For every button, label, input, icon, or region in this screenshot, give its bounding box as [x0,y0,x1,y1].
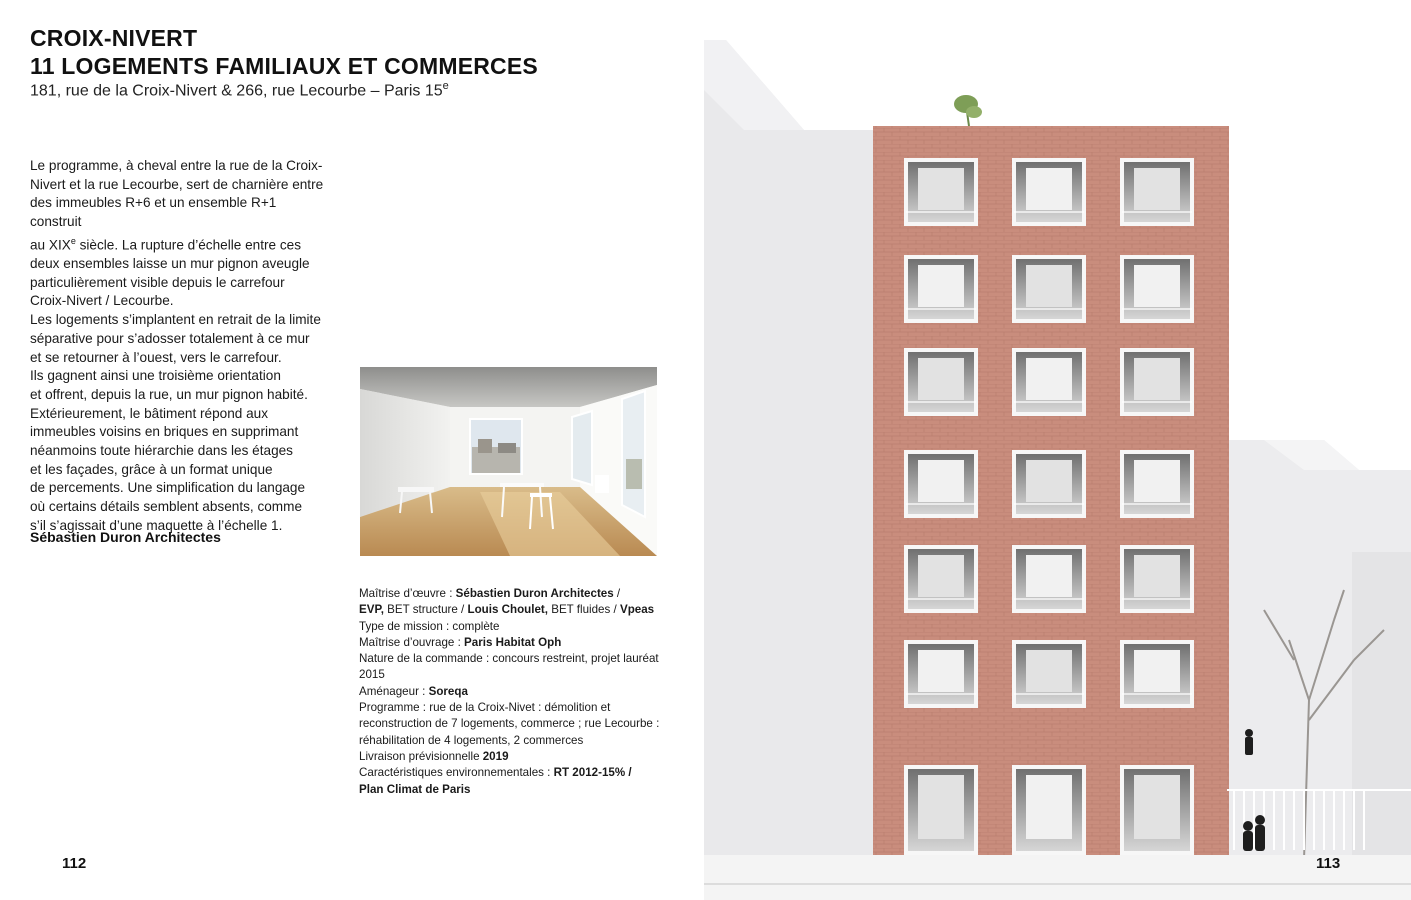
window-back-wall [1026,650,1072,692]
title-line-2: 11 LOGEMENTS FAMILIAUX ET COMMERCES [30,53,538,79]
window-back-wall [1134,358,1180,400]
window-back-wall [1134,555,1180,597]
project-credits: Maîtrise d’œuvre : Sébastien Duron Architectes / EVP, BET structure / Louis Choulet, BET fluides / Vpeas Type de mission : complète Maîtrise d’ouvrage : Paris Habitat Oph Nature de la commande : concours restreint, projet lauréat 2015 Aménageur : Soreqa Programme : rue de la Croix-Nivet : démolition et reconstruction de 7 logements, commerce ; rue Lecourbe : réhabilitation de 4 logements, 2 commerces Livraison prévisionnelle 2019 Caractéristiques environnementales : RT 2012-15% / Plan Climat de Paris [359,587,660,796]
address: 181, rue de la Croix-Nivert & 266, rue Lecourbe – Paris 15e [30,80,449,100]
architect-signature: Sébastien Duron Architectes [30,529,221,545]
window-back-wall [1134,168,1180,210]
interior-illustration [360,367,657,556]
window-back-wall [918,650,964,692]
window-back-wall [1134,460,1180,502]
window-back-wall [1134,650,1180,692]
window-back-wall [1134,265,1180,307]
window-back-wall [1026,775,1072,839]
right-page [704,0,1411,900]
window-back-wall [1026,168,1072,210]
project-description: Le programme, à cheval entre la rue de la Croix- Nivert et la rue Lecourbe, sert de charnière entre des immeubles R+6 et un ensemble R+1 construit au XIXe siècle. La rupture d’échelle entre ces deux ensembles laisse un mur pignon aveugle particulièrement visible depuis le carrefour Croix-Nivert / Lecourbe. Les logements s’implantent en retrait de la limite séparative pour s’adosser totalement à ce mur et se retourner à l’ouest, vers le carrefour. Ils gagnent ainsi une troisième orientation et offrent, depuis la rue, un mur pignon habité. Extérieurement, le bâtiment répond aux immeubles voisins en briques en supprimant néanmoins toute hiérarchie dans les étages et les façades, grâce à un format unique de percements. Une simplification du langage où certains détails semblent absents, comme s’il s’agissait d’une maquette à l’échelle 1. [30,158,324,533]
window-back-wall [1026,358,1072,400]
window-back-wall [1026,460,1072,502]
window-back-wall [1026,265,1072,307]
neighbour-building-left [704,40,874,900]
window-back-wall [1026,555,1072,597]
interior-photo [360,367,657,556]
left-page [0,0,704,900]
window-back-wall [918,358,964,400]
page-number-left: 112 [62,855,87,872]
page-number-right: 113 [1316,855,1341,872]
facade-rendering [704,0,1411,900]
window-back-wall [918,168,964,210]
page-title [30,24,538,80]
window-back-wall [918,775,964,839]
window-back-wall [918,555,964,597]
title-line-1: CROIX-NIVERT [30,25,198,51]
window-back-wall [1134,775,1180,839]
window-back-wall [918,460,964,502]
window-back-wall [918,265,964,307]
